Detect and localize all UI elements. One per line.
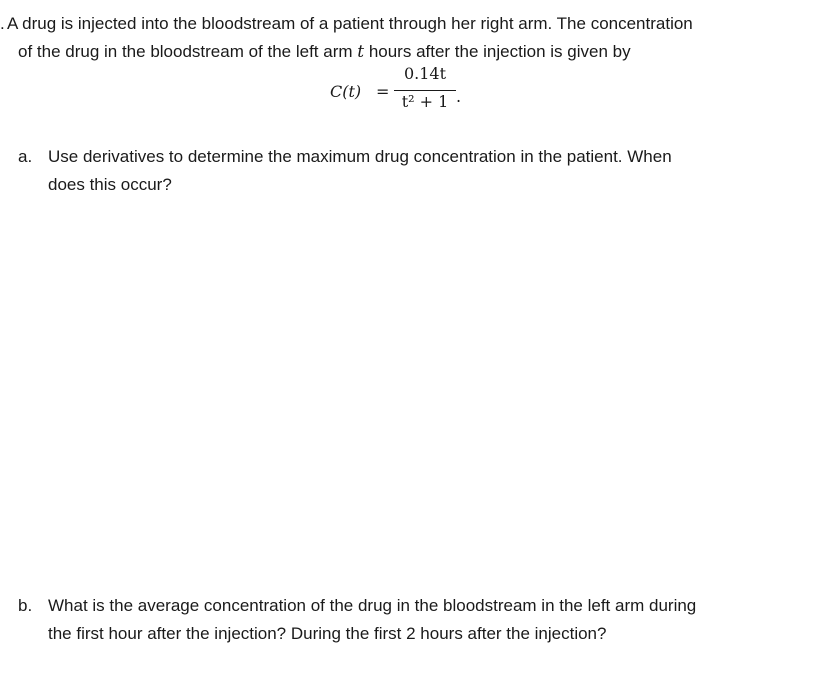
formula-numerator: 0.14t [403,64,447,83]
formula-equals: = [376,82,390,101]
part-a-label: a. [18,147,33,166]
part-b-line1: What is the average concentration of the drug in the bloodstream in the left arm during [48,596,697,615]
part-a-line1: Use derivatives to determine the maximum drug concentration in the patient. When [48,147,672,166]
part-a-line2: does this occur? [48,175,172,194]
concentration-formula [330,64,470,116]
problem-intro-line2 [18,38,631,66]
fraction-bar [394,90,456,91]
time-variable: t [357,42,365,62]
formula-lhs: C(t) [330,82,362,101]
part-b-label: b. [18,596,33,615]
formula-denominator: t² + 1 [401,92,449,111]
problem-intro-text-2b: hours after the injection is given by [364,42,631,61]
problem-number-marker: . [0,14,5,33]
formula-period: . [456,87,462,106]
problem-intro-text-2a: of the drug in the bloodstream of the left arm [18,42,358,61]
part-b-question [48,592,788,648]
part-a-question [48,143,788,199]
problem-intro-line1 [0,10,693,38]
problem-intro-text-1: A drug is injected into the bloodstream of a patient through her right arm. The concentration [7,14,693,33]
part-b-line2: the first hour after the injection? During the first 2 hours after the injection? [48,624,607,643]
